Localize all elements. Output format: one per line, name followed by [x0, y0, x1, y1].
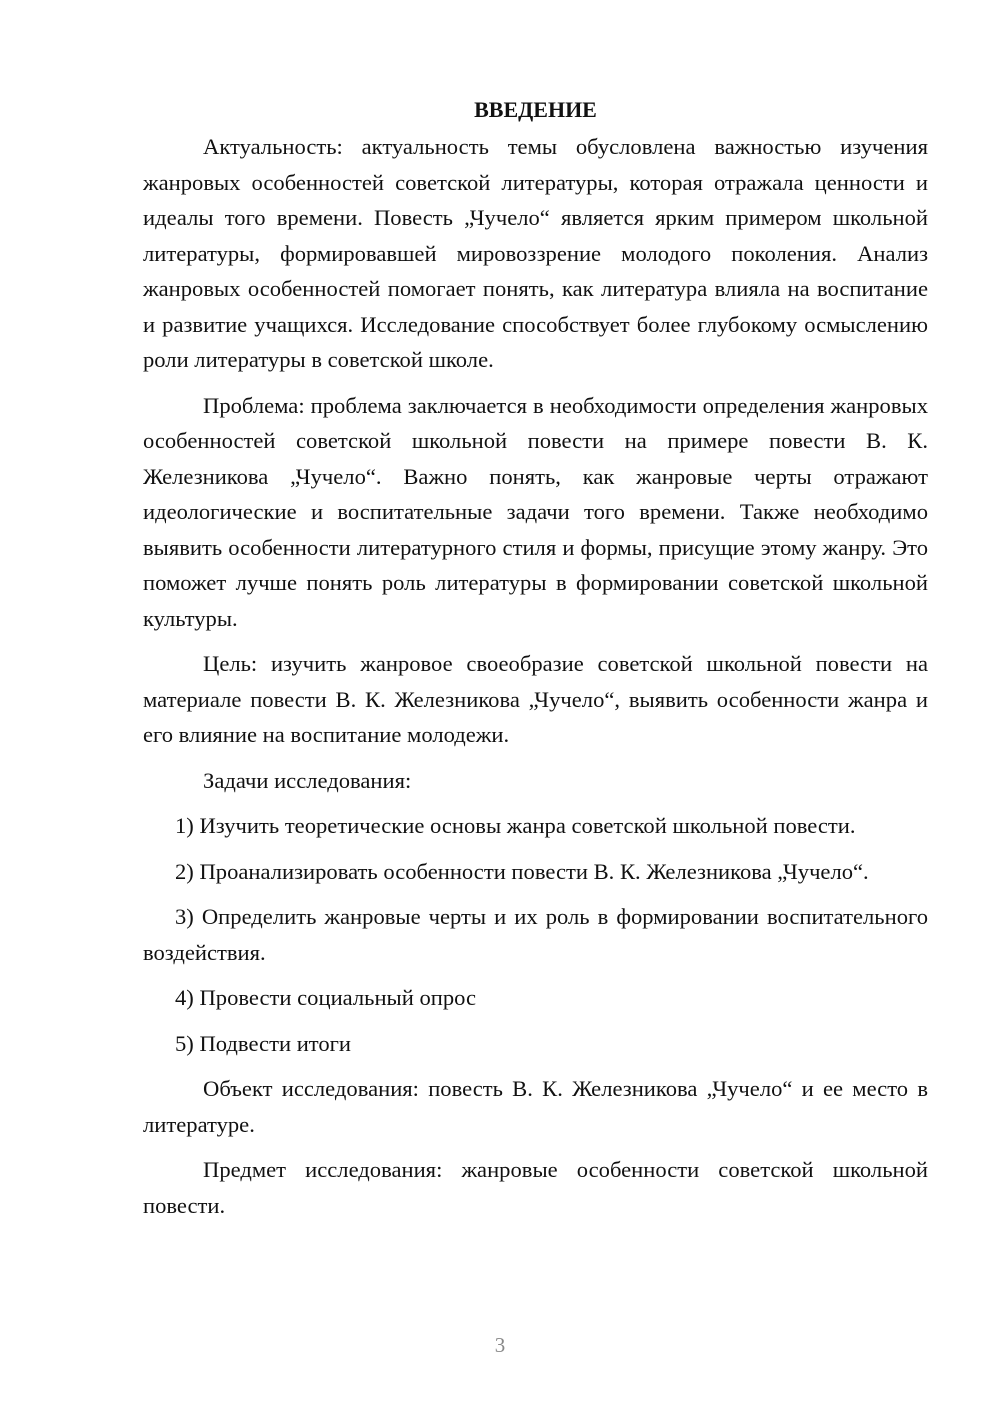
task-item-1: 1) Изучить теоретические основы жанра советской школьной повести.	[175, 813, 856, 838]
paragraph-goal: Цель: изучить жанровое своеобразие советской школьной повести на материале повести В. К. Железникова „Чучело“, выявить особенности жанра и его влияние на воспитание молодежи.	[143, 651, 928, 747]
task-item-4: 4) Провести социальный опрос	[175, 985, 477, 1010]
paragraph-subject: Предмет исследования: жанровые особенности советской школьной повести.	[143, 1157, 928, 1218]
paragraph-object: Объект исследования: повесть В. К. Железникова „Чучело“ и ее место в литературе.	[143, 1076, 928, 1137]
task-item-2: 2) Проанализировать особенности повести В. К. Железникова „Чучело“.	[175, 858, 869, 884]
task-item-3: 3) Определить жанровые черты и их роль в формировании воспитательного воздействия.	[143, 904, 928, 965]
page-number: 3	[494, 1333, 506, 1357]
tasks-heading: Задачи исследования:	[203, 767, 412, 793]
document-page	[143, 92, 928, 1223]
task-item-5: 5) Подвести итоги	[175, 1030, 352, 1056]
paragraph-relevance: Актуальность: актуальность темы обусловлена важностью изучения жанровых особенностей советской литературы, которая отражала ценности и идеалы того времени. Повесть „Чучело“ является ярким примером школьной литературы, формировавшей мировоззрение молодого поколения. Анализ жанровых особенностей помогает понять, как литература влияла на воспитание и развитие учащихся. Исследование способствует более глубокому осмыслению роли литературы в советской школе.	[143, 134, 928, 372]
paragraph-problem: Проблема: проблема заключается в необходимости определения жанровых особенностей советской школьной повести на примере повести В. К. Железникова „Чучело“. Важно понять, как жанровые черты отражают идеологические и воспитательные задачи того времени. Также необходимо выявить особенности литературного стиля и формы, присущие этому жанру. Это поможет лучше понять роль литературы в формировании советской школьной культуры.	[143, 392, 928, 631]
page-title: ВВЕДЕНИЕ	[474, 97, 597, 122]
